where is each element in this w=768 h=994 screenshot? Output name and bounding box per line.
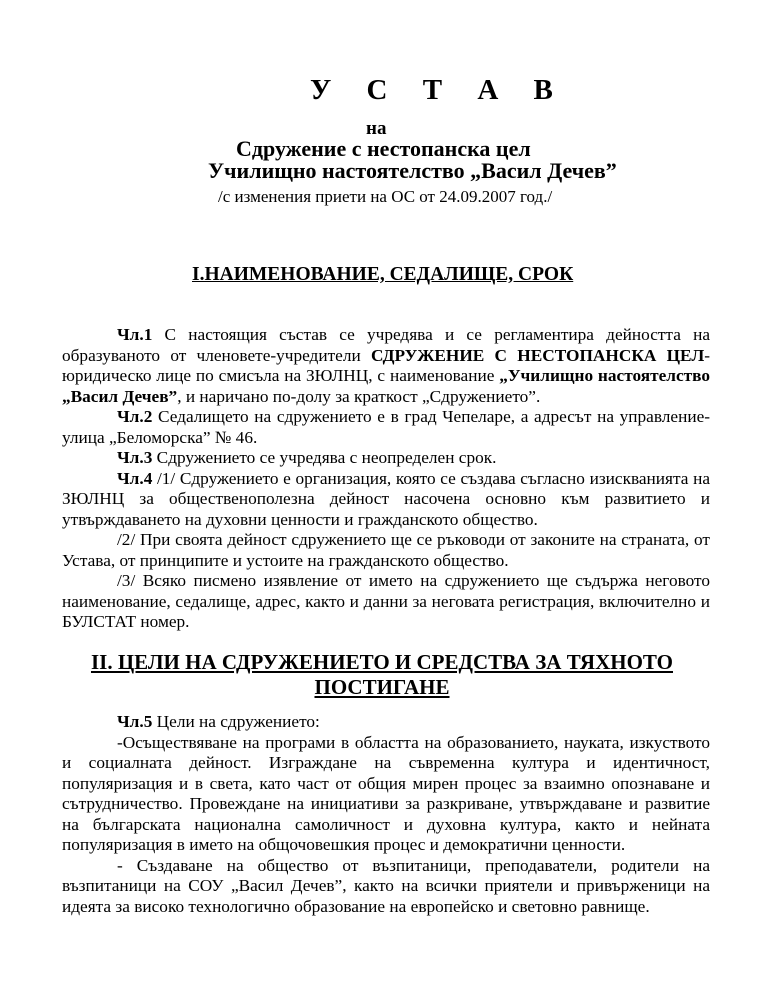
article-text: /1/ Сдружението е организация, която се създава съгласно изискванията на ЗЮЛНЦ за общественополезна дейност насочена основно към развитието и утвърждаването на духовни ценности и гражданското общество. — [62, 468, 710, 529]
article-label: Чл.4 — [117, 468, 153, 488]
article-text: Цели на сдружението: — [152, 712, 320, 731]
article-text: , и наричано по-долу за краткост „Сдружението”. — [177, 386, 541, 406]
article-label: Чл.3 — [117, 448, 153, 467]
article-4 — [62, 469, 710, 531]
article-5-goal-1: -Осъществяване на програми в областта на образованието, науката, изкуството и социалната дейност. Изграждане на съвременна култура и идентичност, популяризация и в света, като част от общия мирен процес за взаимно опознаване и сътрудничество. Провеждане на инициативи за разкриване, утвърждаване и развитие на българската национална самоличност и духовна култура, както и нейната популяризация в името на общочовешкия процес и демократични ценности. — [62, 732, 710, 854]
document-title: У С Т А В — [310, 74, 567, 106]
article-text: Седалището на сдружението е в град Чепеларе, а адресът на управление-улица „Беломорска” № 46. — [62, 407, 710, 447]
article-text: С настоящия състав се учредява и се регламентира дейността на образуваното от членовете-учредители — [62, 325, 710, 365]
section-2-heading-line-1: II. ЦЕЛИ НА СДРУЖЕНИЕТО И СРЕДСТВА ЗА ТЯХНОТО — [90, 650, 673, 674]
section-1-body — [62, 325, 710, 633]
article-label: Чл.5 — [117, 712, 153, 731]
amendment-note: /с изменения приети на ОС от 24.09.2007 год./ — [218, 187, 553, 206]
article-text: -юридическо лице по смисъла на ЗЮЛНЦ, с наименование — [62, 345, 710, 385]
article-bold-text: СДРУЖЕНИЕ С НЕСТОПАНСКА ЦЕЛ — [370, 345, 705, 365]
article-2 — [62, 407, 710, 448]
article-5-goal-2: - Създаване на общество от възпитаници, преподаватели, родители на възпитаници на СОУ „Васил Дечев”, както на всички приятели и привърженици на идеята за високо технологично образование на европейско и световно равнище. — [62, 855, 710, 916]
article-3 — [62, 448, 710, 469]
header-na: на — [366, 118, 387, 139]
section-1-heading: I.НАИМЕНОВАНИЕ, СЕДАЛИЩЕ, СРОК — [192, 264, 574, 285]
article-text: Сдружението се учредява с неопределен срок. — [152, 448, 497, 467]
article-label: Чл.1 — [117, 325, 153, 344]
organization-name: Училищно настоятелство „Васил Дечев” — [208, 158, 617, 183]
section-2-heading-line-2: ПОСТИГАНЕ — [314, 675, 450, 699]
section-2-body — [62, 712, 710, 917]
article-4-paragraph-3: /3/ Всяко писмено изявление от името на сдружението ще съдържа неговото наименование, седалище, адрес, както и данни за неговата регистрация, включително и БУЛСТАТ номер. — [62, 571, 710, 631]
article-5 — [62, 712, 710, 733]
article-1 — [62, 325, 710, 407]
article-4-paragraph-2: /2/ При своята дейност сдружението ще се ръководи от законите на страната, от Устава, от принципите и устоите на гражданското общество. — [62, 530, 710, 570]
article-bold-text: „Училищно настоятелство „Васил Дечев” — [62, 366, 710, 406]
organization-type: Сдружение с нестопанска цел — [236, 136, 531, 161]
section-2-heading — [62, 650, 702, 700]
article-label: Чл.2 — [117, 407, 153, 426]
